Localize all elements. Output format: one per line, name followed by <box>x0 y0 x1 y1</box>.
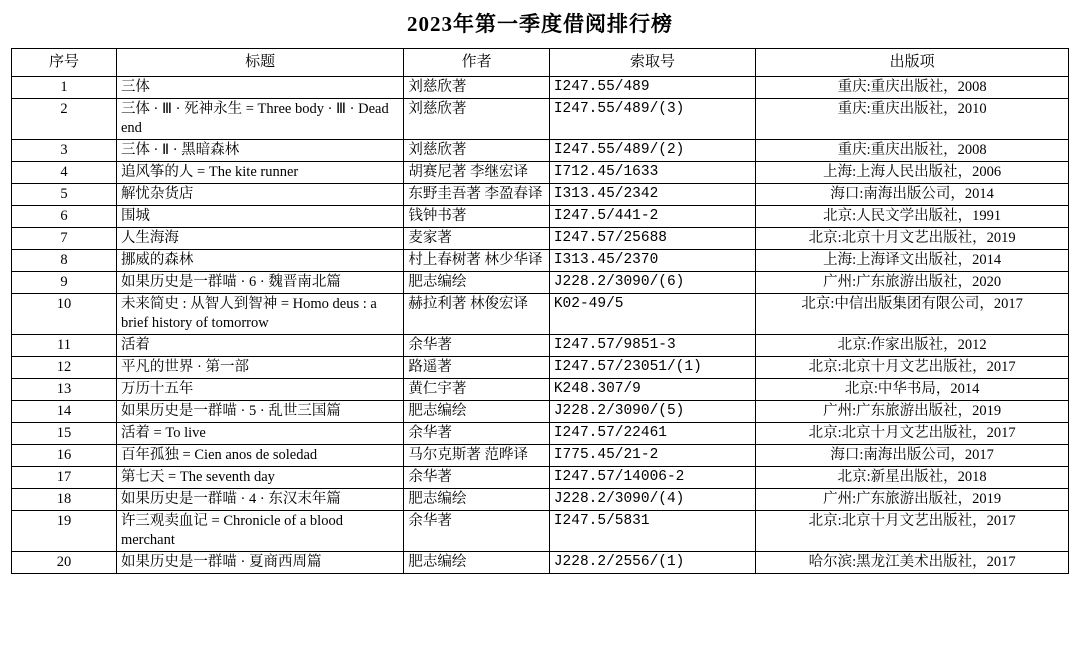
table-row <box>12 250 1069 272</box>
cell-publication: 哈尔滨:黑龙江美术出版社，2017 <box>756 552 1069 574</box>
cell-no: 1 <box>12 77 117 99</box>
cell-author: 刘慈欣著 <box>404 77 549 99</box>
cell-no: 20 <box>12 552 117 574</box>
cell-author: 马尔克斯著 范晔译 <box>404 445 549 467</box>
cell-call-no: J228.2/3090/(6) <box>549 272 755 294</box>
cell-title: 三体 · Ⅱ · 黑暗森林 <box>116 140 403 162</box>
table-row <box>12 99 1069 140</box>
cell-publication: 重庆:重庆出版社，2010 <box>756 99 1069 140</box>
cell-call-no: I247.55/489/(3) <box>549 99 755 140</box>
table-row <box>12 272 1069 294</box>
column-header-no: 序号 <box>12 49 117 77</box>
cell-call-no: J228.2/3090/(4) <box>549 489 755 511</box>
cell-author: 余华著 <box>404 467 549 489</box>
cell-author: 余华著 <box>404 335 549 357</box>
table-row <box>12 489 1069 511</box>
cell-no: 10 <box>12 294 117 335</box>
cell-title: 围城 <box>116 206 403 228</box>
cell-title: 许三观卖血记 = Chronicle of a blood merchant <box>116 511 403 552</box>
cell-title: 追风筝的人 = The kite runner <box>116 162 403 184</box>
cell-publication: 北京:北京十月文艺出版社，2019 <box>756 228 1069 250</box>
cell-title: 三体 · Ⅲ · 死神永生 = Three body · Ⅲ · Dead end <box>116 99 403 140</box>
cell-publication: 上海:上海人民出版社，2006 <box>756 162 1069 184</box>
cell-publication: 海口:南海出版公司，2014 <box>756 184 1069 206</box>
table-row <box>12 467 1069 489</box>
cell-publication: 北京:中华书局，2014 <box>756 379 1069 401</box>
cell-title: 三体 <box>116 77 403 99</box>
cell-title: 如果历史是一群喵 · 6 · 魏晋南北篇 <box>116 272 403 294</box>
cell-title: 未来简史 : 从智人到智神 = Homo deus : a brief history of tomorrow <box>116 294 403 335</box>
table-row <box>12 357 1069 379</box>
table-row <box>12 294 1069 335</box>
column-header-call-no: 索取号 <box>549 49 755 77</box>
table-header <box>12 49 1069 77</box>
cell-publication: 北京:北京十月文艺出版社，2017 <box>756 511 1069 552</box>
cell-publication: 北京:新星出版社，2018 <box>756 467 1069 489</box>
cell-author: 肥志编绘 <box>404 552 549 574</box>
table-header-row <box>12 49 1069 77</box>
cell-call-no: I247.57/9851-3 <box>549 335 755 357</box>
cell-publication: 重庆:重庆出版社，2008 <box>756 77 1069 99</box>
cell-call-no: J228.2/3090/(5) <box>549 401 755 423</box>
cell-no: 7 <box>12 228 117 250</box>
cell-call-no: K02-49/5 <box>549 294 755 335</box>
table-row <box>12 379 1069 401</box>
cell-call-no: I247.57/22461 <box>549 423 755 445</box>
cell-call-no: I247.57/14006-2 <box>549 467 755 489</box>
cell-publication: 广州:广东旅游出版社，2020 <box>756 272 1069 294</box>
cell-no: 14 <box>12 401 117 423</box>
cell-no: 3 <box>12 140 117 162</box>
cell-no: 5 <box>12 184 117 206</box>
cell-title: 第七天 = The seventh day <box>116 467 403 489</box>
column-header-author: 作者 <box>404 49 549 77</box>
table-row <box>12 552 1069 574</box>
cell-call-no: I313.45/2342 <box>549 184 755 206</box>
table-body <box>12 77 1069 574</box>
cell-title: 如果历史是一群喵 · 4 · 东汉末年篇 <box>116 489 403 511</box>
table-row <box>12 228 1069 250</box>
cell-call-no: J228.2/2556/(1) <box>549 552 755 574</box>
cell-author: 路遥著 <box>404 357 549 379</box>
cell-no: 2 <box>12 99 117 140</box>
cell-title: 万历十五年 <box>116 379 403 401</box>
cell-publication: 北京:人民文学出版社，1991 <box>756 206 1069 228</box>
cell-publication: 海口:南海出版公司，2017 <box>756 445 1069 467</box>
table-row <box>12 77 1069 99</box>
cell-title: 如果历史是一群喵 · 夏商西周篇 <box>116 552 403 574</box>
column-header-title: 标题 <box>116 49 403 77</box>
cell-author: 黄仁宇著 <box>404 379 549 401</box>
table-row <box>12 335 1069 357</box>
cell-no: 13 <box>12 379 117 401</box>
cell-author: 钱钟书著 <box>404 206 549 228</box>
cell-author: 肥志编绘 <box>404 489 549 511</box>
cell-no: 11 <box>12 335 117 357</box>
table-row <box>12 184 1069 206</box>
cell-author: 余华著 <box>404 423 549 445</box>
cell-call-no: I247.5/5831 <box>549 511 755 552</box>
cell-call-no: I313.45/2370 <box>549 250 755 272</box>
cell-title: 活着 <box>116 335 403 357</box>
cell-author: 村上春树著 林少华译 <box>404 250 549 272</box>
cell-call-no: I247.5/441-2 <box>549 206 755 228</box>
cell-no: 19 <box>12 511 117 552</box>
cell-no: 12 <box>12 357 117 379</box>
cell-author: 刘慈欣著 <box>404 99 549 140</box>
cell-publication: 广州:广东旅游出版社，2019 <box>756 401 1069 423</box>
cell-author: 余华著 <box>404 511 549 552</box>
cell-author: 刘慈欣著 <box>404 140 549 162</box>
cell-no: 15 <box>12 423 117 445</box>
cell-author: 东野圭吾著 李盈春译 <box>404 184 549 206</box>
table-row <box>12 206 1069 228</box>
cell-publication: 北京:北京十月文艺出版社，2017 <box>756 357 1069 379</box>
cell-no: 8 <box>12 250 117 272</box>
table-row <box>12 423 1069 445</box>
cell-author: 赫拉利著 林俊宏译 <box>404 294 549 335</box>
cell-publication: 重庆:重庆出版社，2008 <box>756 140 1069 162</box>
cell-no: 4 <box>12 162 117 184</box>
cell-title: 人生海海 <box>116 228 403 250</box>
cell-no: 16 <box>12 445 117 467</box>
cell-call-no: K248.307/9 <box>549 379 755 401</box>
cell-call-no: I247.55/489 <box>549 77 755 99</box>
column-header-publication: 出版项 <box>756 49 1069 77</box>
table-row <box>12 162 1069 184</box>
cell-call-no: I247.57/25688 <box>549 228 755 250</box>
cell-no: 9 <box>12 272 117 294</box>
cell-call-no: I775.45/21-2 <box>549 445 755 467</box>
cell-author: 肥志编绘 <box>404 401 549 423</box>
cell-publication: 北京:中信出版集团有限公司，2017 <box>756 294 1069 335</box>
cell-publication: 北京:作家出版社，2012 <box>756 335 1069 357</box>
table-row <box>12 445 1069 467</box>
cell-title: 活着 = To live <box>116 423 403 445</box>
borrow-ranking-table <box>11 48 1069 574</box>
table-row <box>12 511 1069 552</box>
table-row <box>12 401 1069 423</box>
cell-publication: 北京:北京十月文艺出版社，2017 <box>756 423 1069 445</box>
cell-publication: 广州:广东旅游出版社，2019 <box>756 489 1069 511</box>
table-row <box>12 140 1069 162</box>
cell-no: 18 <box>12 489 117 511</box>
page-title: 2023年第一季度借阅排行榜 <box>407 12 673 36</box>
cell-title: 百年孤独 = Cien anos de soledad <box>116 445 403 467</box>
cell-title: 平凡的世界 · 第一部 <box>116 357 403 379</box>
cell-call-no: I247.55/489/(2) <box>549 140 755 162</box>
cell-author: 肥志编绘 <box>404 272 549 294</box>
cell-publication: 上海:上海译文出版社，2014 <box>756 250 1069 272</box>
cell-no: 6 <box>12 206 117 228</box>
cell-author: 麦家著 <box>404 228 549 250</box>
cell-title: 挪威的森林 <box>116 250 403 272</box>
cell-title: 解忧杂货店 <box>116 184 403 206</box>
cell-no: 17 <box>12 467 117 489</box>
cell-call-no: I712.45/1633 <box>549 162 755 184</box>
cell-call-no: I247.57/23051/(1) <box>549 357 755 379</box>
cell-title: 如果历史是一群喵 · 5 · 乱世三国篇 <box>116 401 403 423</box>
cell-author: 胡赛尼著 李继宏译 <box>404 162 549 184</box>
